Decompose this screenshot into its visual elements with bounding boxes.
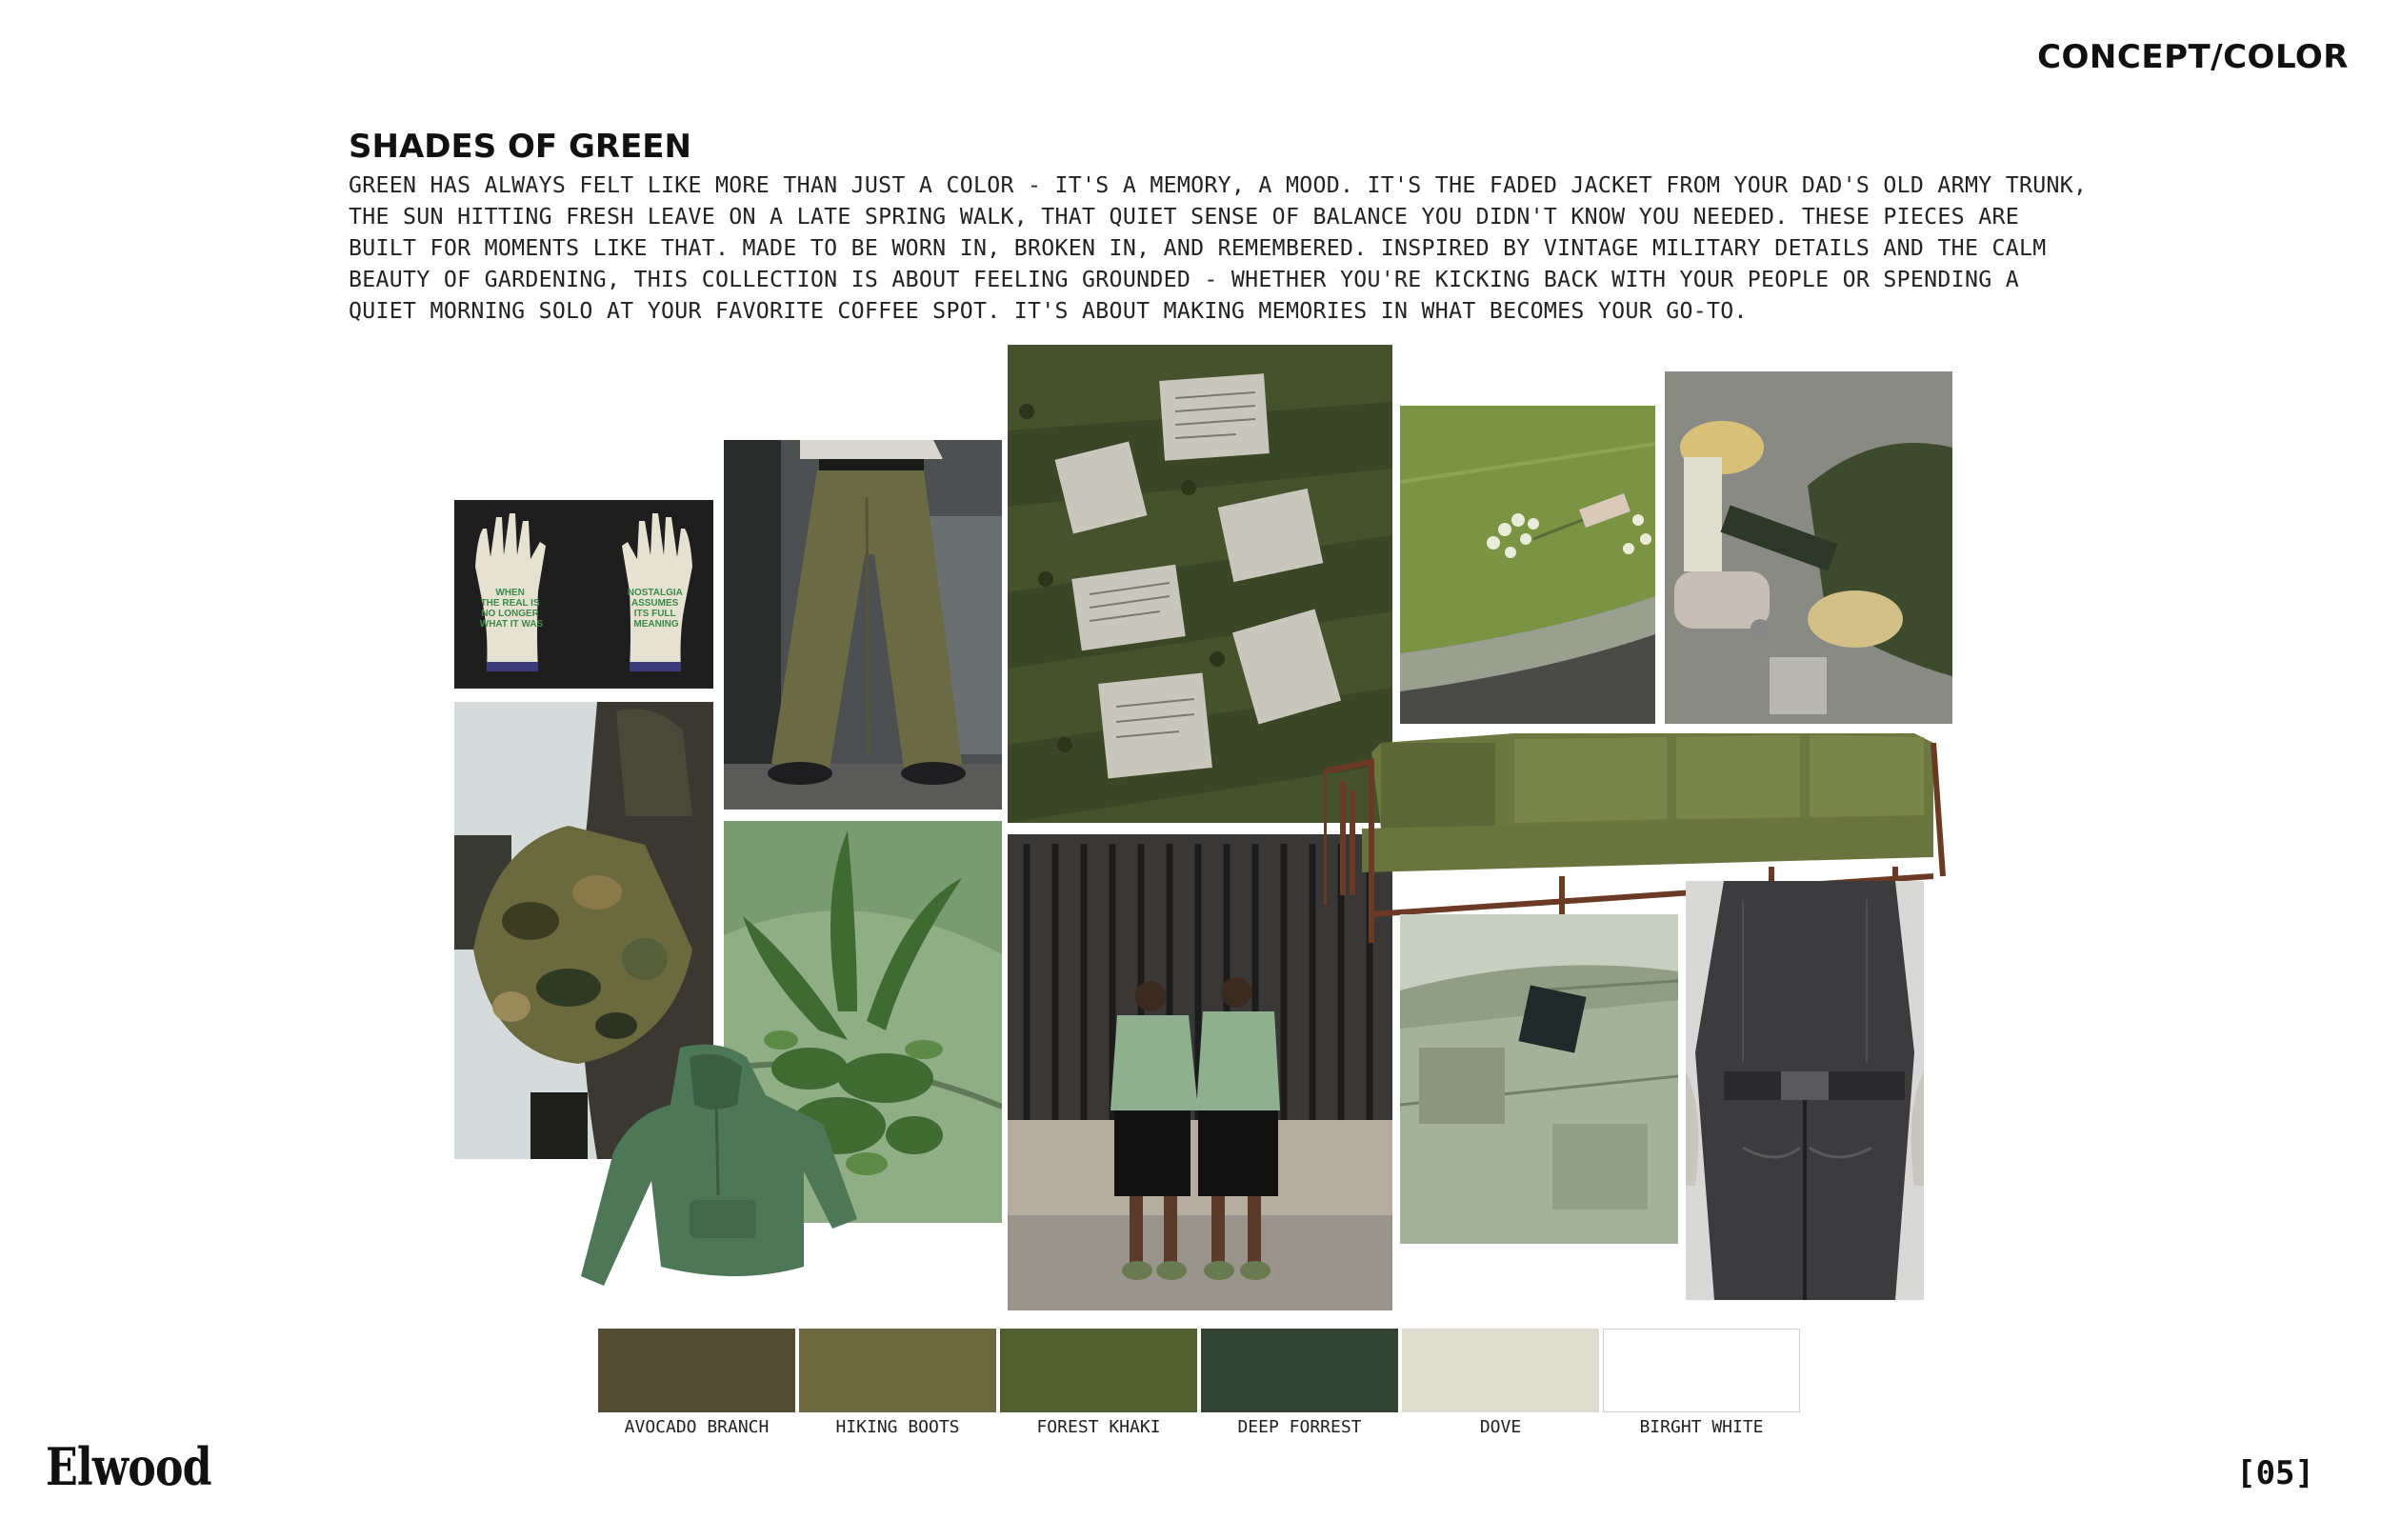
swatch-deep-forrest — [1201, 1329, 1398, 1412]
swatch-hiking-boots — [799, 1329, 996, 1412]
glove-text-right-1: NOSTALGIA — [627, 588, 683, 598]
glove-text-right-4: MEANING — [633, 619, 679, 630]
gloves-photo — [454, 500, 713, 689]
swatch-label-forest-khaki: FOREST KHAKI — [1036, 1417, 1161, 1437]
glove-text-left-3: NO LONGER — [481, 609, 539, 619]
denim-jumpsuit-photo — [1686, 881, 1924, 1300]
concept-description: GREEN HAS ALWAYS FELT LIKE MORE THAN JUST A COLOR - IT'S A MEMORY, A MOOD. IT'S THE FADED JACKET FROM YOUR DAD'S OLD ARMY TRUNK, THE SUN HITTING FRESH LEAVE ON A LATE SPRING WALK, THAT QUIET SENSE OF BALANCE YOU DIDN'T KNOW YOU NEEDED. THESE PIECES ARE BUILT FOR MOMENTS LIKE THAT. MADE TO BE WORN IN, BROKEN IN, AND REMEMBERED. INSPIRED BY VINTAGE MILITARY DETAILS AND THE CALM BEAUTY OF GARDENING, THIS COLLECTION IS ABOUT FEELING GROUNDED - WHETHER YOU'RE KICKING BACK WITH YOUR PEOPLE OR SPENDING A QUIET MORNING SOLO AT YOUR FAVORITE COFFEE SPOT. IT'S ABOUT MAKING MEMORIES IN WHAT BECOMES YOUR GO-TO. — [349, 172, 2088, 324]
swatch-label-avocado-branch: AVOCADO BRANCH — [624, 1417, 770, 1437]
glove-text-right-3: ITS FULL — [633, 609, 676, 619]
glove-text-right-2: ASSUMES — [630, 598, 679, 609]
glove-text-left-1: WHEN — [495, 588, 525, 598]
swatch-bright-white — [1603, 1329, 1800, 1412]
swatch-dove — [1402, 1329, 1599, 1412]
swatch-avocado-branch — [598, 1329, 795, 1412]
page-number: [05] — [2236, 1454, 2314, 1492]
glove-text-left-4: WHAT IT WAS — [479, 619, 544, 630]
section-tag: CONCEPT/COLOR — [2037, 38, 2349, 76]
svg-text:NOSTALGIA ASSUMES — [628, 588, 686, 630]
swatch-forest-khaki — [1000, 1329, 1197, 1412]
green-hoodie-photo — [575, 1038, 861, 1324]
shoes-bag-photo — [1665, 371, 1952, 724]
swatch-label-dove: DOVE — [1479, 1417, 1522, 1437]
swatch-label-deep-forrest: DEEP FORREST — [1237, 1417, 1362, 1437]
concept-title: SHADES OF GREEN — [349, 128, 691, 166]
green-car-flowers-photo — [1400, 406, 1655, 724]
wide-trousers-photo — [724, 440, 1002, 810]
glove-text-left-2: THE REAL IS — [480, 598, 540, 609]
canvas-fabric-photo — [1400, 914, 1678, 1244]
swatch-label-bright-white: BIRGHT WHITE — [1639, 1417, 1764, 1437]
swatch-label-hiking-boots: HIKING BOOTS — [835, 1417, 960, 1437]
brand-logo: Elwood — [46, 1436, 211, 1497]
